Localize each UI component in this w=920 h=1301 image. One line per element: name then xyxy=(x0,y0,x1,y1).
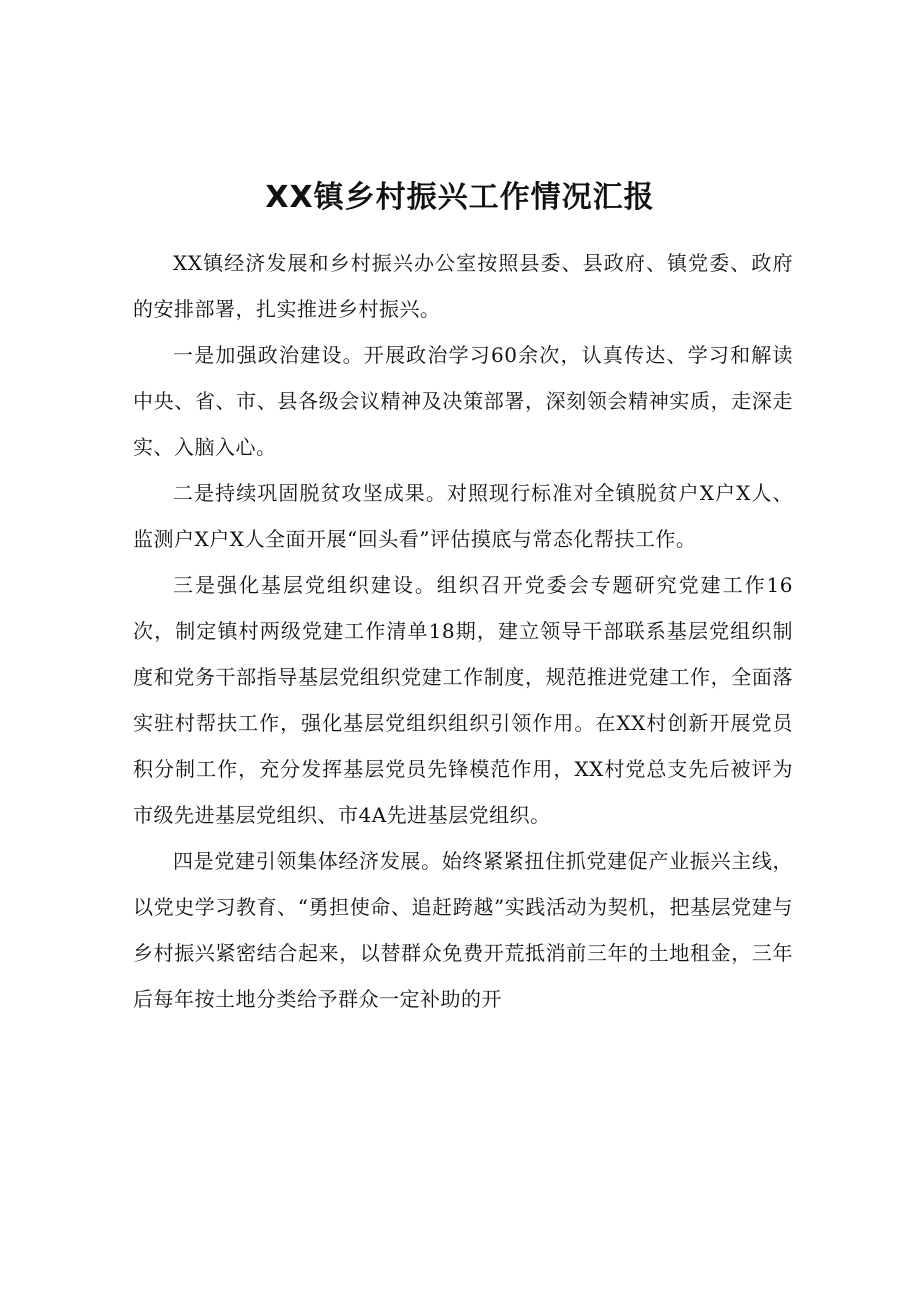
paragraph-intro: XX镇经济发展和乡村振兴办公室按照县委、县政府、镇党委、政府的安排部署，扎实推进乡村振兴。 xyxy=(133,251,793,321)
paragraph-party-organization: 三是强化基层党组织建设。组织召开党委会专题研究党建工作16次，制定镇村两级党建工作清单18期，建立领导干部联系基层党组织制度和党务干部指导基层党组织党建工作制度，规范推进党建工作，全面落实驻村帮扶工作，强化基层党组织组织引领作用。在XX村创新开展党员积分制工作，充分发挥基层党员先锋模范作用，XX村党总支先后被评为市级先进基层党组织、市4A先进基层党组织。 xyxy=(133,573,793,827)
paragraph-poverty-consolidation: 二是持续巩固脱贫攻坚成果。对照现行标准对全镇脱贫户X户X人、监测户X户X人全面开展“回头看”评估摸底与常态化帮扶工作。 xyxy=(133,481,793,551)
document-title: XX镇乡村振兴工作情况汇报 xyxy=(265,180,655,215)
document-body xyxy=(133,240,793,1022)
paragraph-political-building: 一是加强政治建设。开展政治学习60余次，认真传达、学习和解读中央、省、市、县各级会议精神及决策部署，深刻领会精神实质，走深走实、入脑入心。 xyxy=(133,343,793,459)
paragraph-collective-economy: 四是党建引领集体经济发展。始终紧紧扭住抓党建促产业振兴主线，以党史学习教育、“勇担使命、追赶跨越”实践活动为契机，把基层党建与乡村振兴紧密结合起来，以替群众免费开荒抵消前三年的土地租金，三年后每年按土地分类给予群众一定补助的开 xyxy=(133,849,793,1011)
